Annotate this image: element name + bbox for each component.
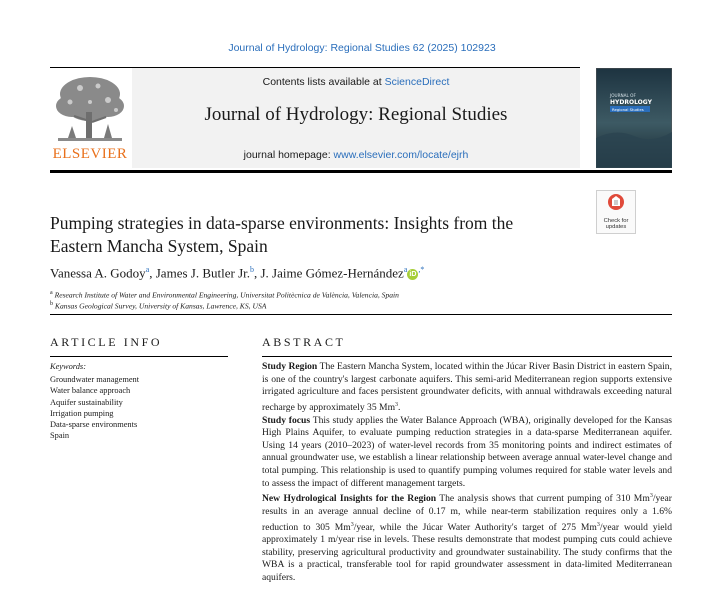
cover-line-3: Regional Studies — [612, 106, 644, 112]
author-name[interactable]: J. Jaime Gómez-Hernández — [260, 265, 404, 281]
insights-text-1: The analysis shows that current pumping of 310 Mm — [439, 493, 650, 505]
keywords-label: Keywords: — [50, 362, 86, 371]
study-focus-label: Study focus — [262, 414, 311, 426]
article-info-heading: ARTICLE INFO — [50, 335, 163, 349]
study-focus-text: This study applies the Water Balance Approach (WBA), originally developed for the Kansas High Plains Aquifer, to evaluate pumping reduction strategies in a data-sparse Mediterranean aquifer. Using 14 years (2010–2023) of water-level records from 35 monitoring points and indirect estimates of annual groundwater use, we establish a linear relationship between average annual water-level change and total pumping. This relationship is used to quantify pumping volumes required for stable water levels and to assess the impact of different management targets. — [262, 414, 673, 489]
author-separator: , — [254, 265, 261, 281]
affiliation-a — [50, 290, 610, 300]
study-region-label: Study Region — [262, 361, 318, 372]
insights-label: New Hydrological Insights for the Region — [262, 493, 437, 505]
check-for-updates-icon — [597, 191, 635, 213]
article-title — [50, 212, 590, 258]
check-updates-line-2: updates — [605, 224, 627, 231]
keyword-item[interactable]: Irrigation pumping — [50, 408, 114, 418]
orcid-icon[interactable]: iD — [409, 271, 417, 279]
affiliation-marker[interactable]: a — [145, 265, 150, 274]
keyword-item[interactable]: Groundwater management — [50, 375, 140, 384]
affiliation-marker[interactable]: b — [250, 265, 254, 274]
abstract-body — [262, 361, 672, 585]
study-region-text: The Eastern Mancha System, located within the Júcar River Basin District in eastern Spain, is one of the country's largest carbonate aquifers. This semi-arid Mediterranean region supports extensive irrigated agriculture and faces persistent groundwater deficits, with annual withdrawals exceeding natural recharge by approximately 35 Mm — [262, 361, 672, 413]
affiliation-marker[interactable]: a — [403, 265, 408, 274]
article-info-rule — [50, 356, 228, 357]
cover-line-2: HYDROLOGY — [610, 99, 652, 106]
contents-prefix: Contents lists available at — [262, 76, 385, 88]
insights-text-4: /year would yield approximately 1 m/year rise in levels. These results demonstrate that modest pumping cuts could achieve stability, preserving agricultural productivity and groundwater sustainability. The study confirms that the WBA is a practical, transferable tool for rapid groundwater assessment in data-limited Mediterranean aquifers. — [262, 521, 672, 584]
abstract-heading: ABSTRACT — [262, 335, 346, 349]
insights-text-3: /year, while the Júcar Water Authority's target of 275 Mm — [353, 521, 597, 533]
affiliation-label: a — [50, 290, 53, 296]
journal-cover-image — [596, 68, 672, 168]
journal-name: Journal of Hydrology: Regional Studies — [204, 104, 508, 125]
keyword-item[interactable]: Aquifer sustainability — [50, 397, 123, 407]
keyword-item[interactable]: Data-sparse environments — [50, 420, 138, 430]
elsevier-logo[interactable] — [50, 72, 130, 164]
author-separator: , — [149, 265, 156, 281]
homepage-prefix: journal homepage: — [243, 149, 334, 161]
abstract-insights — [262, 490, 672, 585]
unit-superscript: 3 — [395, 401, 399, 408]
corresponding-author-marker[interactable]: ,* — [418, 265, 425, 274]
author-list — [50, 265, 650, 281]
unit-superscript: 3 — [350, 521, 354, 528]
elsevier-wordmark: ELSEVIER — [52, 146, 128, 162]
journal-cover-thumbnail[interactable] — [596, 68, 672, 168]
homepage-link[interactable]: www.elsevier.com/locate/ejrh — [333, 149, 469, 161]
journal-citation[interactable]: Journal of Hydrology: Regional Studies 62 (2025) 102923 — [228, 42, 496, 54]
unit-superscript: 3 — [649, 493, 653, 500]
section-separator-rule — [50, 314, 672, 315]
keyword-item[interactable]: Spain — [50, 431, 70, 441]
keywords-list — [50, 374, 139, 442]
insights-text-2: /year results in an average annual decline of 0.17 m, while near-term stabilization requires only a 1.6% reduction to 305 Mm — [262, 493, 672, 533]
contents-line — [132, 76, 580, 88]
keyword-item[interactable]: Water balance approach — [50, 386, 131, 396]
affiliation-text: Research Institute of Water and Environmental Engineering, Universitat Politècnica de València, Valencia, Spain — [54, 290, 399, 300]
unit-superscript: 3 — [596, 521, 600, 528]
author-name[interactable]: Vanessa A. Godoy — [50, 265, 146, 281]
abstract-rule — [262, 356, 672, 357]
cover-line-1: JOURNAL OF — [610, 93, 636, 98]
affiliation-text: Kansas Geological Survey, University of Kansas, Lawrence, KS, USA — [54, 301, 267, 311]
author-name[interactable]: James J. Butler Jr. — [155, 265, 250, 281]
article-title-line-2: Eastern Mancha System, Spain — [50, 236, 268, 256]
journal-homepage-line — [132, 149, 580, 161]
header-bottom-rule — [50, 170, 672, 173]
abstract-study-region — [262, 361, 672, 415]
sciencedirect-link[interactable]: ScienceDirect — [384, 76, 450, 88]
article-title-line-1: Pumping strategies in data-sparse environments: Insights from the — [50, 213, 514, 233]
affiliation-label: b — [50, 301, 53, 307]
check-updates-line-1: Check for — [603, 218, 629, 224]
check-for-updates-badge[interactable] — [596, 190, 636, 234]
abstract-study-focus — [262, 415, 672, 491]
sentence-end: . — [398, 401, 401, 413]
affiliation-b — [50, 301, 610, 311]
